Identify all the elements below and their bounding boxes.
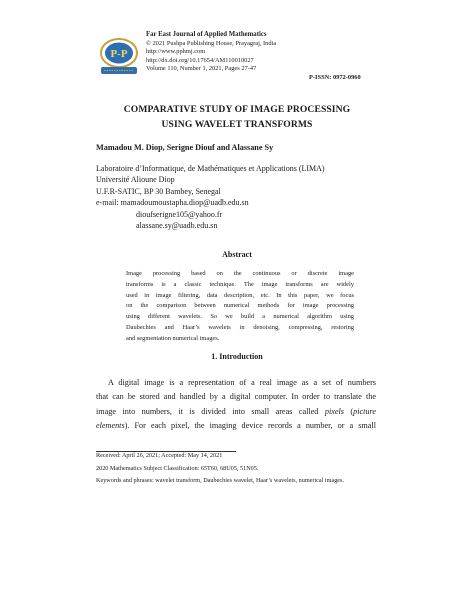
copyright-line: © 2021 Pushpa Publishing House, Prayagraj, India <box>146 39 277 47</box>
affiliation <box>96 163 416 231</box>
msc-classification: 2020 Mathematics Subject Classification: 65T60, 68U05, 51N05. <box>96 464 259 472</box>
publisher-logo <box>96 36 142 78</box>
introduction-heading: 1. Introduction <box>211 352 263 361</box>
title-line-2: USING WAVELET TRANSFORMS <box>161 118 313 130</box>
intro-line-2: that can be stored and handled by a digital computer. In order to translate the <box>96 392 376 402</box>
intro-line-3 <box>96 405 376 419</box>
paren-open: ( <box>343 406 354 416</box>
abstract-line: on the comparison between numerical methods for image processing <box>126 302 354 310</box>
logo-letters: P-P <box>110 48 128 60</box>
abstract-line: used in image filtering, data description, etc. In this paper, we focus <box>126 291 354 299</box>
term-picture: picture <box>353 406 377 416</box>
abstract-line: using different wavelets. So we build a numerical algorithm using <box>126 313 354 321</box>
authors: Mamadou M. Diop, Serigne Diouf and Alassane Sy <box>96 143 274 152</box>
intro-line-3-text: image into numbers, it is divided into small areas called <box>96 406 319 416</box>
title-line-1: COMPARATIVE STUDY OF IMAGE PROCESSING <box>123 104 351 115</box>
email-prefix: e-mail: <box>96 198 121 208</box>
journal-header <box>146 31 386 74</box>
introduction-text <box>96 376 376 434</box>
received-date: Received: April 26, 2021; Accepted: May 14, 2021 <box>96 452 223 459</box>
abstract-line: transforms is a classic technique. The image transforms are widely <box>126 280 354 288</box>
email-line <box>96 197 416 208</box>
abstract-line: Daubechies and Haar’s wavelets in denoising, compressing, restoring <box>126 323 354 331</box>
issn: P-ISSN: 0972-0960 <box>309 74 361 81</box>
abstract-line: Image processing based on the continuous or discrete image <box>126 270 354 277</box>
paper-title <box>60 103 414 132</box>
website-link[interactable]: http://www.pphmj.com <box>146 48 206 56</box>
journal-name: Far East Journal of Applied Mathematics <box>146 31 267 38</box>
keywords: Keywords and phrases: wavelet transform, Daubechies wavelet, Haar’s wavelets, numerical images. <box>96 476 344 484</box>
abstract-heading: Abstract <box>222 250 252 259</box>
affiliation-university: Université Alioune Diop <box>96 175 175 185</box>
affiliation-address: U.F.R-SATIC, BP 30 Bambey, Senegal <box>96 186 221 196</box>
footnotes <box>96 452 376 488</box>
volume-line: Volume 110, Number 1, 2021, Pages 27-47 <box>146 65 257 73</box>
term-pixels: pixels <box>324 406 344 416</box>
term-elements: elements <box>96 421 125 431</box>
abstract-text <box>126 269 354 345</box>
affiliation-lab: Laboratoire d’Informatique, de Mathématiques et Applications (LIMA) <box>96 164 325 173</box>
intro-line-1: A digital image is a representation of a real image as a set of numbers <box>108 378 376 387</box>
email-3[interactable]: alassane.sy@uadb.edu.sn <box>136 221 218 231</box>
abstract-line: and segmentation numerical images. <box>126 334 220 342</box>
email-1[interactable]: mamadoumoustapha.diop@uadb.edu.sn <box>120 198 249 208</box>
doi-link[interactable]: http://dx.doi.org/10.17654/AM110010027 <box>146 56 254 64</box>
email-2[interactable]: dioufserigne105@yahoo.fr <box>136 209 223 219</box>
intro-line-4 <box>96 419 376 433</box>
intro-line-4-text: ). For each pixel, the imaging device records a number, or a small <box>124 421 376 431</box>
